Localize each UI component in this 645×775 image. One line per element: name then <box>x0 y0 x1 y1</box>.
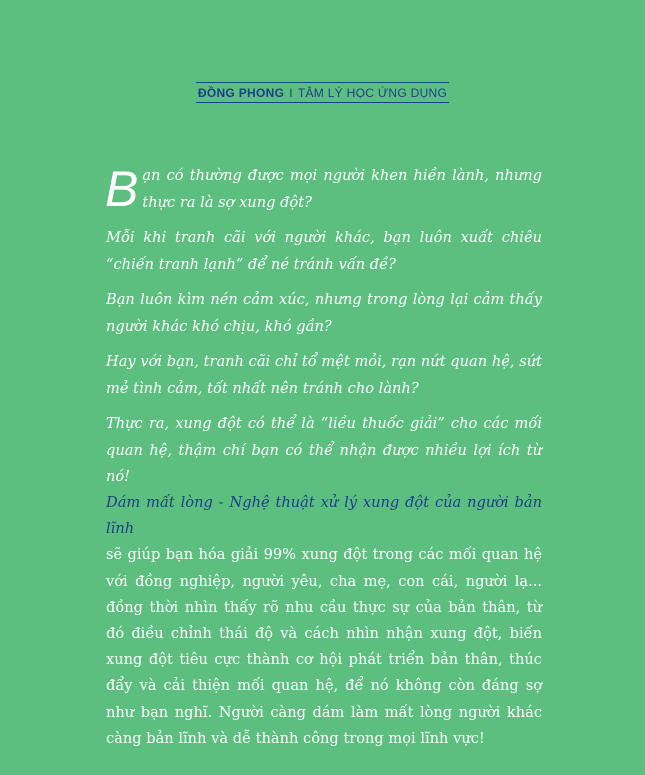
header <box>0 82 645 103</box>
intro-paragraph <box>106 163 542 216</box>
intro-paragraph: Hay với bạn, tranh cãi chỉ tổ mệt mỏi, rạn nứt quan hệ, sứt mẻ tình cảm, tốt nhất nên tránh cho lành? <box>106 353 542 397</box>
intro-questions <box>106 163 542 500</box>
intro-paragraph: Thực ra, xung đột có thể là “liều thuốc giải” cho các mối quan hệ, thậm chí bạn có thể nhận được nhiều lợi ích từ nó! <box>106 415 542 485</box>
drop-cap: B <box>105 161 139 217</box>
author-name: ĐỒNG PHONG <box>197 86 285 100</box>
book-description <box>106 490 542 752</box>
series-header <box>196 82 449 103</box>
intro-paragraph: Mỗi khi tranh cãi với người khác, bạn luôn xuất chiêu “chiến tranh lạnh” để né tránh vấn đề? <box>106 229 542 273</box>
book-title: Dám mất lòng - Nghệ thuật xử lý xung đột của người bản lĩnh <box>106 494 542 538</box>
header-separator: I <box>289 86 293 100</box>
description-text: sẽ giúp bạn hóa giải 99% xung đột trong các mối quan hệ với đồng nghiệp, người yêu, cha mẹ, con cái, người lạ... đồng thời nhìn thấy rõ nhu cầu thực sự của bản thân, từ đó điều chỉnh thái độ và cách nhìn nhận xung đột, biến xung đột tiêu cực thành cơ hội phát triển bản thân, thúc đẩy và cải thiện mối quan hệ, để nó không còn đáng sợ như bạn nghĩ. Người càng dám làm mất lòng người khác càng bản lĩnh và dễ thành công trong mọi lĩnh vực! <box>106 546 542 747</box>
series-category: TÂM LÝ HỌC ỨNG DỤNG <box>297 86 448 100</box>
intro-paragraph: Bạn luôn kìm nén cảm xúc, nhưng trong lòng lại cảm thấy người khác khó chịu, khó gần? <box>106 291 542 335</box>
intro-paragraph-text: ạn có thường được mọi người khen hiền lành, nhưng thực ra là sợ xung đột? <box>142 167 542 211</box>
